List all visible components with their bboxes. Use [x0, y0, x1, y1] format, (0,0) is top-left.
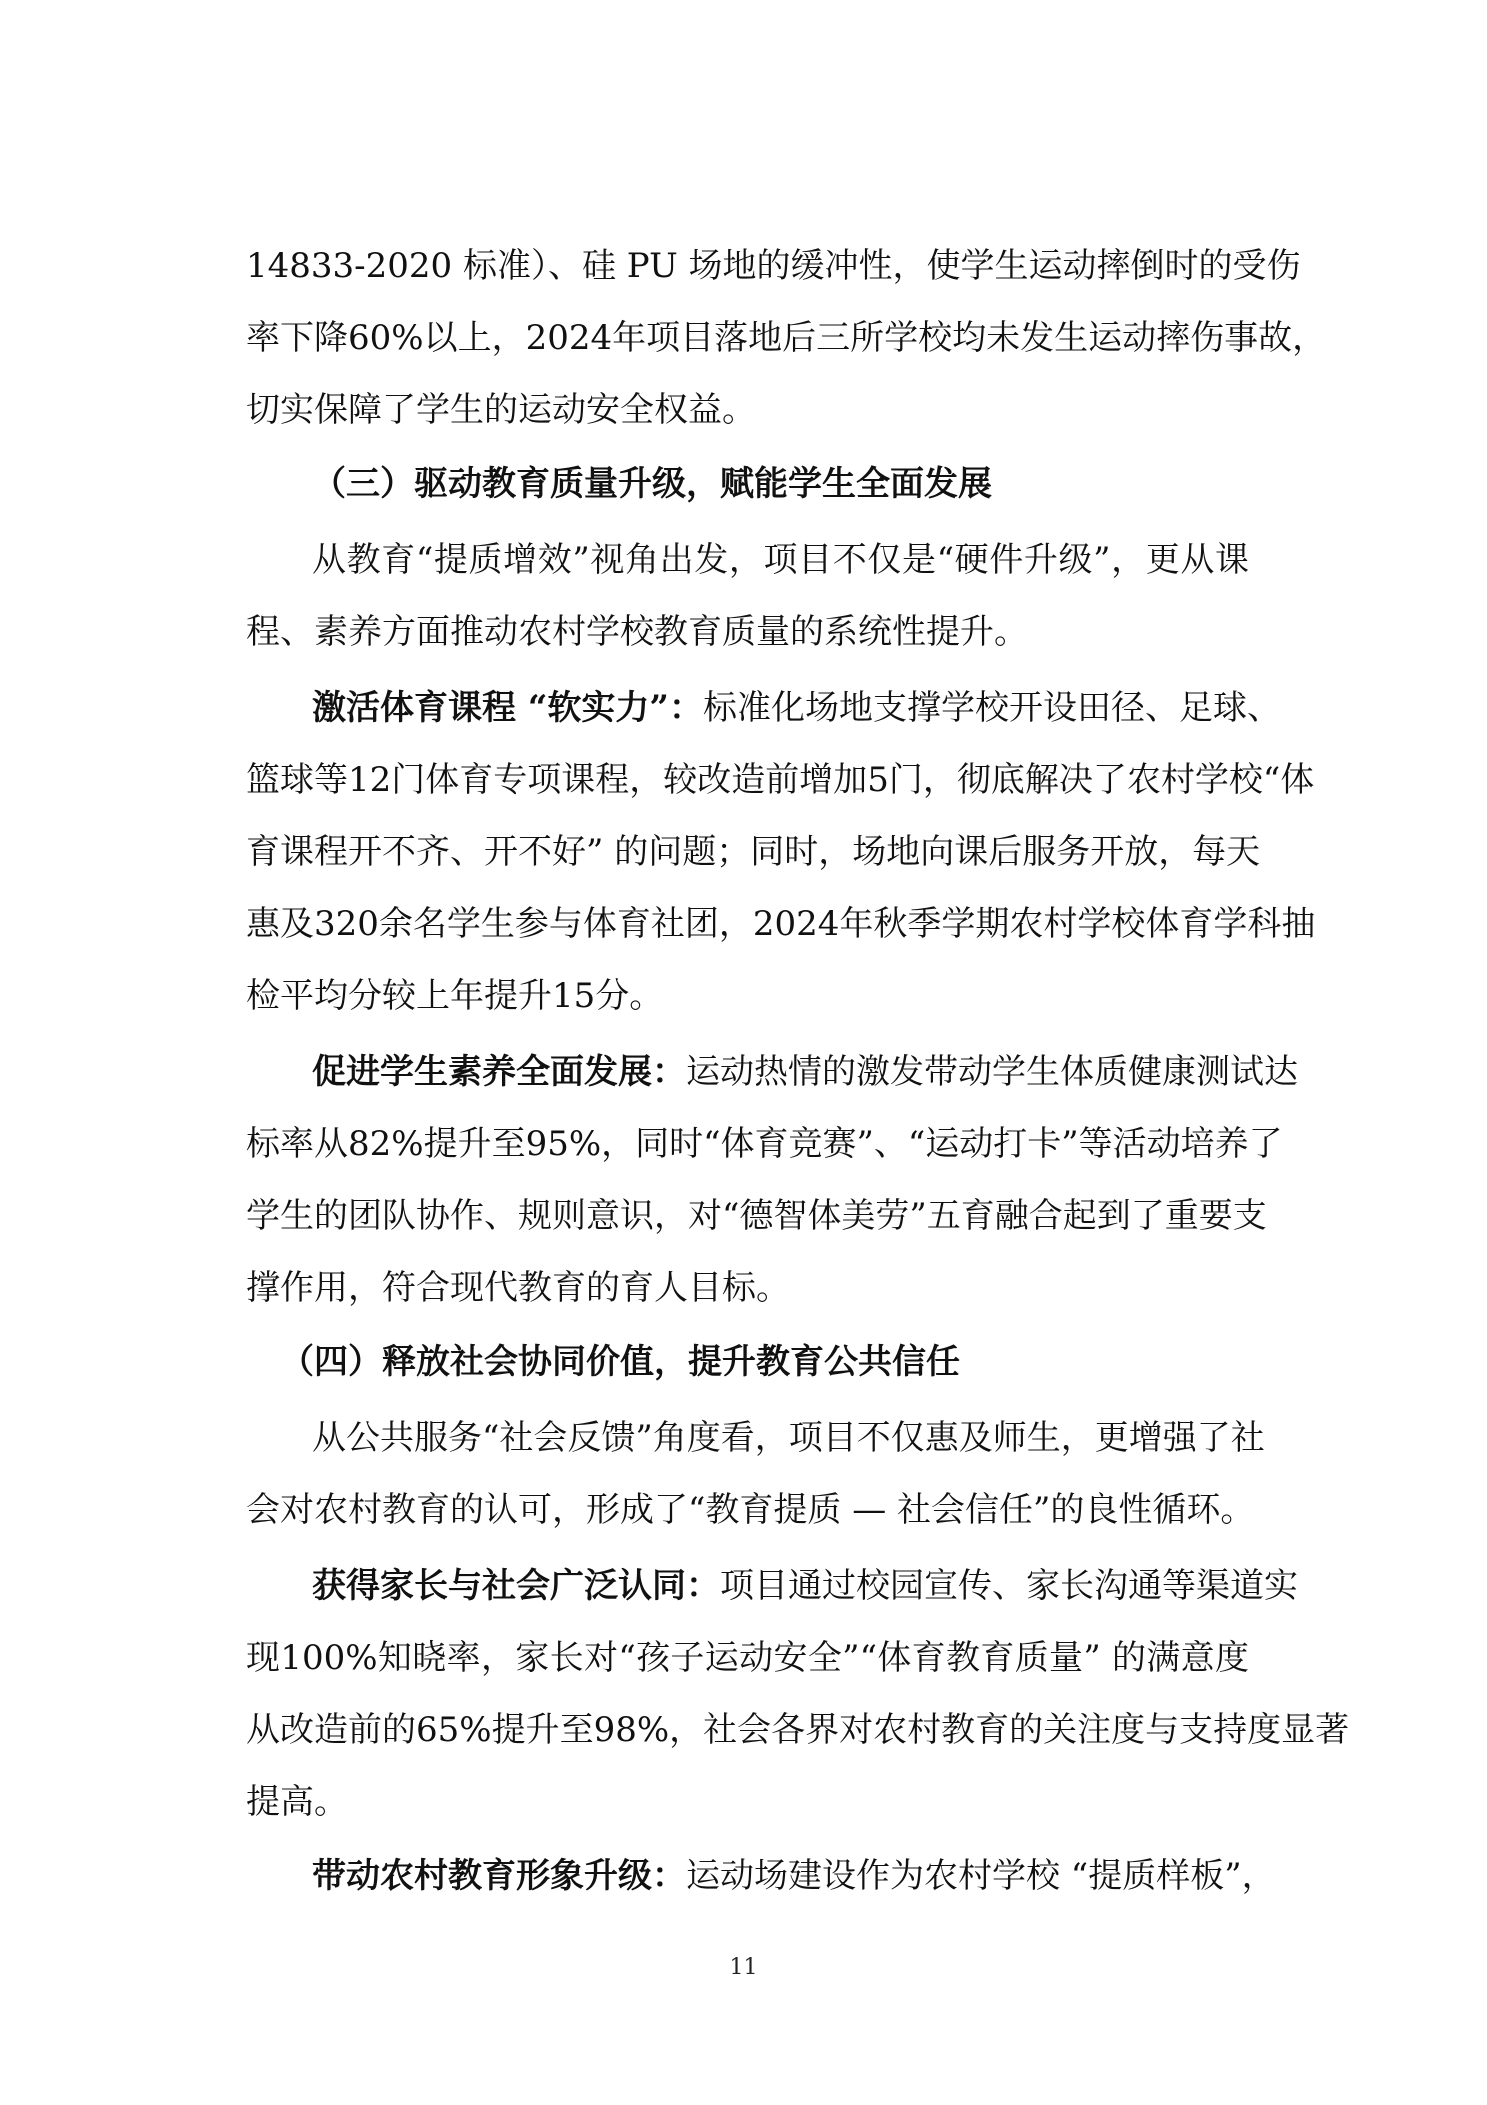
paragraph-text: 运动热情的激发带动学生体质健康测试达 [686, 1052, 1298, 1092]
paragraph-line: 从教育“提质增效”视角出发，项目不仅是“硬件升级”，更从课 [312, 540, 1249, 580]
paragraph-line: 会对农村教育的认可，形成了“教育提质 — 社会信任”的良性循环。 [246, 1490, 1255, 1530]
paragraph-line: 切实保障了学生的运动安全权益。 [246, 390, 756, 430]
paragraph-line [312, 688, 1281, 728]
bold-lead: 带动农村教育形象升级： [312, 1856, 686, 1896]
bold-lead: 促进学生素养全面发展： [312, 1052, 686, 1092]
paragraph-line: 惠及320余名学生参与体育社团，2024年秋季学期农村学校体育学科抽 [246, 904, 1316, 944]
paragraph-text: 标准化场地支撑学校开设田径、足球、 [702, 688, 1281, 728]
paragraph-text: 项目通过校园宣传、家长沟通等渠道实 [720, 1566, 1298, 1606]
paragraph-line: 育课程开不齐、开不好” 的问题；同时，场地向课后服务开放，每天 [246, 832, 1261, 872]
section-heading-4: （四）释放社会协同价值，提升教育公共信任 [280, 1342, 960, 1382]
paragraph-line: 14833-2020 标准）、硅 PU 场地的缓冲性，使学生运动摔倒时的受伤 [246, 246, 1301, 286]
paragraph-line: 从公共服务“社会反馈”角度看，项目不仅惠及师生，更增强了社 [312, 1418, 1265, 1458]
paragraph-line: 检平均分较上年提升15分。 [246, 976, 664, 1016]
bold-lead: 获得家长与社会广泛认同： [312, 1566, 720, 1606]
paragraph-line: 篮球等12门体育专项课程，较改造前增加5门，彻底解决了农村学校“体 [246, 760, 1315, 800]
section-heading-3: （三）驱动教育质量升级，赋能学生全面发展 [312, 464, 992, 504]
paragraph-line: 提高。 [246, 1782, 348, 1822]
bold-lead: 激活体育课程 “软实力”： [312, 688, 703, 728]
paragraph-line [312, 1566, 1298, 1606]
paragraph-line [312, 1856, 1276, 1896]
page-number: 11 [729, 1955, 758, 1980]
paragraph-line: 学生的团队协作、规则意识，对“德智体美劳”五育融合起到了重要支 [246, 1196, 1267, 1236]
paragraph-line: 撑作用，符合现代教育的育人目标。 [246, 1268, 790, 1308]
paragraph-line: 程、素养方面推动农村学校教育质量的系统性提升。 [246, 612, 1028, 652]
paragraph-line: 现100%知晓率，家长对“孩子运动安全”“体育教育质量” 的满意度 [246, 1638, 1249, 1678]
paragraph-line [312, 1052, 1298, 1092]
paragraph-line: 率下降60%以上，2024年项目落地后三所学校均未发生运动摔伤事故， [246, 318, 1327, 358]
paragraph-line: 标率从82%提升至95%，同时“体育竞赛”、“运动打卡”等活动培养了 [246, 1124, 1283, 1164]
paragraph-text: 运动场建设作为农村学校 “提质样板”， [686, 1856, 1276, 1896]
paragraph-line: 从改造前的65%提升至98%，社会各界对农村教育的关注度与支持度显著 [246, 1710, 1350, 1750]
